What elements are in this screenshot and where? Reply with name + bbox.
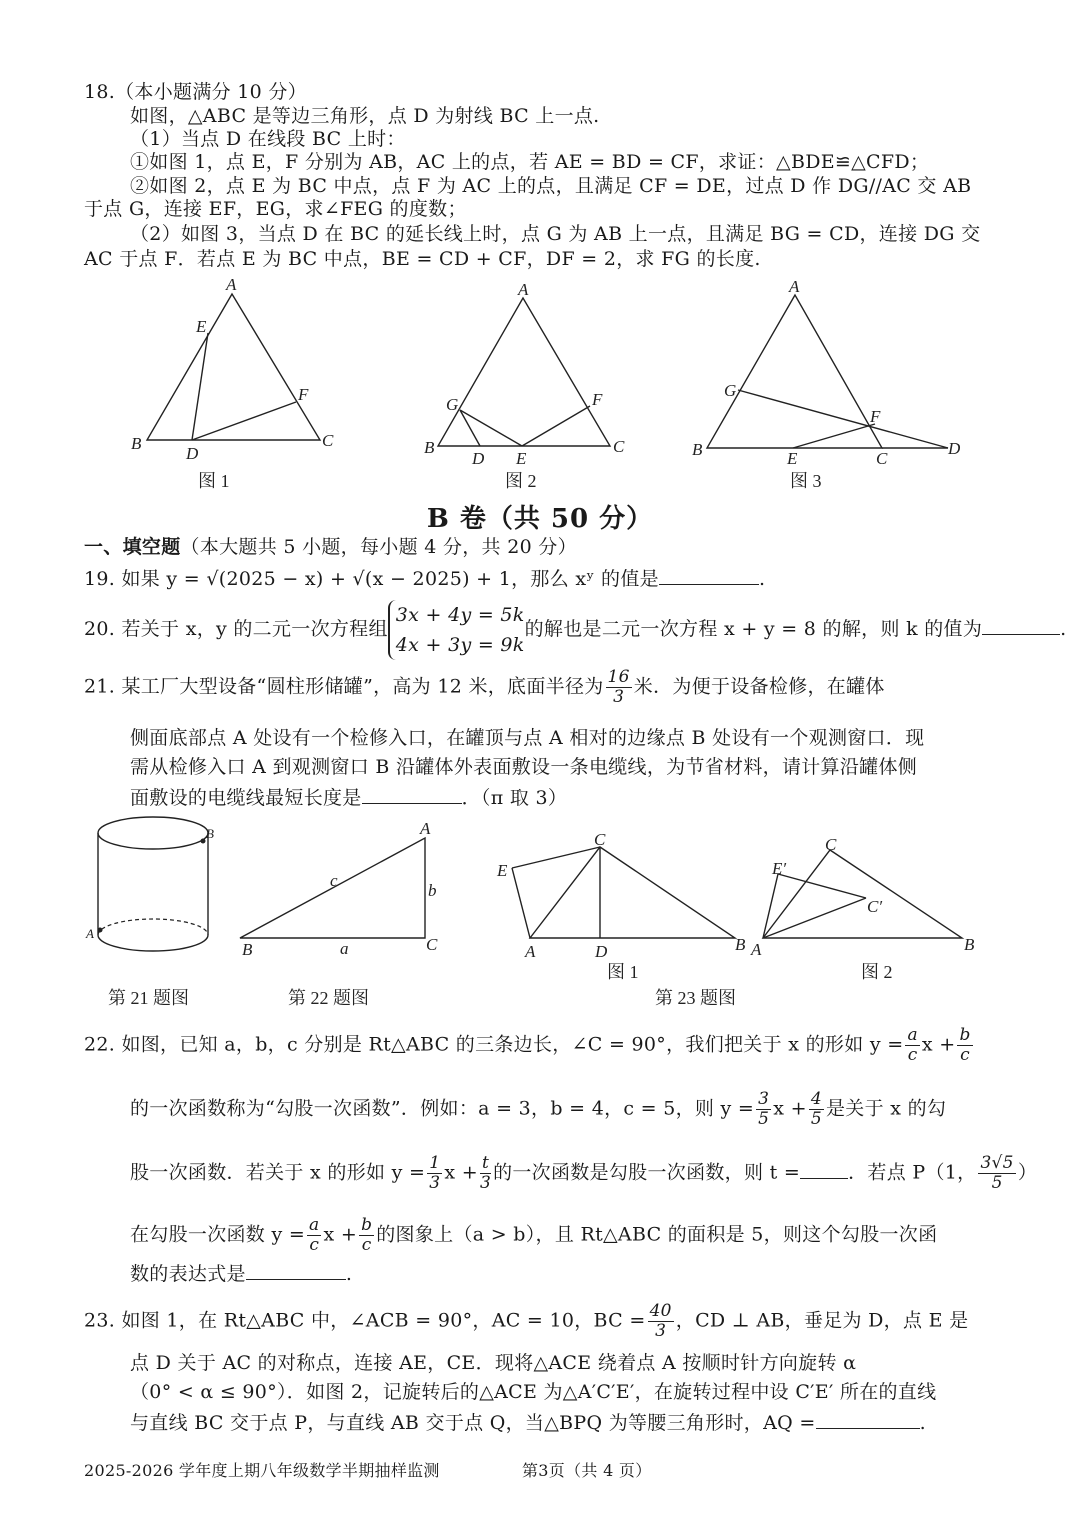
text: 面敷设的电缆线最短长度是	[130, 787, 362, 809]
numerator: b	[361, 1215, 373, 1235]
point-label: E	[516, 449, 527, 468]
q21-line-1	[84, 668, 885, 707]
numerator: 40	[649, 1301, 672, 1321]
answer-blank[interactable]	[659, 566, 759, 585]
point-label: B	[692, 440, 703, 459]
q18-header: 18.（本小题满分 10 分）	[84, 81, 307, 103]
answer-blank[interactable]	[362, 785, 462, 804]
footer-page-number: 第3页（共 4 页）	[522, 1461, 652, 1480]
point-label: D	[595, 942, 608, 961]
text: x +	[444, 1161, 478, 1184]
point-label: C	[594, 830, 606, 849]
denominator: 5	[758, 1109, 770, 1129]
part-note: （本大题共 5 小题，每小题 4 分，共 20 分）	[180, 536, 577, 558]
denominator: c	[361, 1235, 372, 1255]
fraction	[648, 1302, 674, 1341]
point-label: C′	[867, 897, 883, 916]
q22-line-2	[130, 1090, 946, 1129]
denominator: c	[907, 1045, 918, 1065]
text: ．若点 P（1，	[848, 1161, 977, 1184]
figure-caption: 第 21 题图	[108, 988, 189, 1008]
section-title: B 卷（共 50 分）	[426, 504, 654, 534]
point-label: D	[472, 449, 485, 468]
numerator: 16	[607, 667, 630, 687]
point-label: C	[613, 437, 625, 456]
q21-line-4	[130, 785, 567, 810]
text: 是关于 x 的勾	[825, 1097, 947, 1120]
denominator: 3	[479, 1173, 492, 1193]
text: ，CD ⊥ AB，垂足为 D，点 E 是	[675, 1309, 969, 1332]
q23-figure-1	[496, 830, 746, 982]
fraction	[307, 1216, 321, 1255]
text: 在勾股一次函数 y =	[130, 1223, 306, 1246]
side-label: a	[340, 939, 349, 958]
q18-line: AC 于点 F．若点 E 为 BC 中点，BE = CD + CF，DF = 2，求 FG 的长度.	[84, 248, 761, 270]
q20	[84, 600, 1066, 660]
numerator: a	[907, 1025, 918, 1045]
point-label: B	[964, 935, 975, 954]
answer-blank[interactable]	[800, 1160, 848, 1179]
point-label: F	[298, 385, 309, 404]
point-label: G	[724, 381, 737, 400]
fraction	[957, 1026, 972, 1065]
q20-end: .	[1060, 618, 1067, 640]
answer-blank[interactable]	[816, 1410, 920, 1429]
text: 的图象上（a > b），且 Rt△ABC 的面积是 5，则这个勾股一次函	[376, 1223, 938, 1246]
text: 22. 如图，已知 a，b，c 分别是 Rt△ABC 的三条边长，∠C = 90°，我们把关于 x 的形如 y =	[84, 1033, 904, 1056]
q22-line-1	[84, 1026, 975, 1065]
point-label: A	[420, 819, 431, 838]
point-label: F	[870, 407, 881, 426]
text: x +	[921, 1033, 956, 1056]
numerator: 3	[758, 1089, 770, 1109]
part-title: 一、填空题	[84, 536, 181, 558]
q22-line-3	[130, 1154, 1037, 1193]
point-label: B	[131, 434, 142, 453]
numerator: 4	[810, 1089, 822, 1109]
denominator: c	[309, 1235, 320, 1255]
q22-triangle-figure	[240, 819, 438, 959]
text: 的一次函数称为“勾股一次函数”．例如：a = 3，b = 4，c = 5，则 y =	[130, 1097, 755, 1120]
point-label: G	[446, 395, 459, 414]
equation-1: 3x + 4y = 5k	[395, 604, 525, 626]
text: x +	[323, 1223, 358, 1246]
q23-line-3: （0° < α ≤ 90°）．如图 2，记旋转后的△ACE 为△A′C′E′，在旋转过程中设 C′E′ 所在的直线	[130, 1381, 937, 1403]
q19	[84, 566, 765, 591]
q18-line: ②如图 2，点 E 为 BC 中点，点 F 为 AC 上的点，且满足 CF = DE，过点 D 作 DG//AC 交 AB	[130, 175, 972, 197]
fraction	[978, 1154, 1015, 1193]
q21-line-3: 需从检修入口 A 到观测窗口 B 沿罐体外表面敷设一条电缆线，为节省材料，请计算沿罐体侧	[130, 756, 918, 778]
footer-exam-title: 2025-2026 学年度上期八年级数学半期抽样监测	[84, 1461, 440, 1480]
text: .	[919, 1412, 926, 1434]
point-label: A	[518, 280, 529, 299]
numerator: b	[959, 1025, 971, 1045]
figure-caption: 图 3	[790, 471, 822, 491]
denominator: c	[960, 1045, 970, 1065]
side-label: c	[330, 871, 338, 890]
q18-figure-3	[692, 277, 961, 491]
point-label: B	[735, 935, 746, 954]
point-label: F	[592, 390, 603, 409]
point-label: E′	[772, 859, 787, 878]
text: 与直线 BC 交于点 P，与直线 AB 交于点 Q，当△BPQ 为等腰三角形时，AQ =	[130, 1412, 816, 1434]
point-label: B	[424, 438, 435, 457]
point-label: A	[751, 940, 762, 959]
q23-figure-2	[750, 835, 975, 982]
point-label: E	[787, 449, 798, 468]
text: ）	[1017, 1161, 1038, 1184]
denominator: 3	[429, 1173, 441, 1193]
q21-line-2: 侧面底部点 A 处设有一个检修入口，在罐顶与点 A 相对的边缘点 B 处设有一个观测窗口．现	[130, 727, 925, 749]
part-heading	[84, 535, 577, 559]
figure-caption: 图 2	[505, 471, 537, 491]
q18-line: 于点 G，连接 EF，EG，求∠FEG 的度数；	[84, 198, 467, 220]
denominator: 5	[991, 1173, 1003, 1193]
q19-text: 19. 如果 y = √(2025 − x) + √(x − 2025) + 1，那么 xʸ 的值是	[84, 568, 659, 590]
answer-blank[interactable]	[982, 616, 1060, 635]
q18-line: 如图，△ABC 是等边三角形，点 D 为射线 BC 上一点.	[130, 105, 600, 127]
numerator: 3√5	[980, 1153, 1014, 1173]
text: 21. 某工厂大型设备“圆柱形储罐”，高为 12 米，底面半径为	[84, 675, 604, 698]
fraction	[809, 1090, 824, 1129]
text: 股一次函数．若关于 x 的形如 y =	[130, 1161, 426, 1184]
q18-figure-1	[131, 275, 334, 491]
q21-cylinder-figure	[85, 817, 214, 951]
text: ．（π 取 3）	[461, 787, 568, 809]
figure-caption: 图 1	[607, 962, 639, 982]
side-label: b	[428, 881, 437, 900]
fraction	[756, 1090, 771, 1129]
text: 米．为便于设备检修，在罐体	[633, 675, 885, 698]
point-label: A	[86, 926, 94, 941]
point-label: C	[322, 431, 334, 450]
point-label: B	[242, 940, 253, 959]
q18-line: ①如图 1，点 E，F 分别为 AB，AC 上的点，若 AE = BD = CF，求证：△BDE≌△CFD；	[130, 151, 930, 173]
fraction	[427, 1154, 442, 1193]
denominator: 3	[655, 1321, 667, 1341]
q20-pre: 20. 若关于 x，y 的二元一次方程组	[84, 618, 388, 640]
figure-caption: 第 23 题图	[655, 988, 736, 1008]
figure-caption: 图 1	[198, 471, 230, 491]
equation-2: 4x + 3y = 9k	[395, 634, 525, 656]
point-label: C	[876, 449, 888, 468]
point-label: D	[186, 444, 199, 463]
numerator: a	[309, 1215, 320, 1235]
figure-caption: 图 2	[861, 962, 893, 982]
q23-line-4	[130, 1410, 926, 1435]
point-label: A	[789, 277, 800, 296]
point-label: D	[948, 439, 961, 458]
fraction	[905, 1026, 919, 1065]
q19-end: .	[758, 568, 766, 590]
text: 23. 如图 1，在 Rt△ABC 中，∠ACB = 90°，AC = 10，BC =	[84, 1309, 646, 1332]
point-label: A	[525, 942, 536, 961]
text: x +	[773, 1097, 807, 1120]
point-label: B	[206, 826, 214, 841]
q18-line: （2）如图 3，当点 D 在 BC 的延长线上时，点 G 为 AB 上一点，且满足 BG = CD，连接 DG 交	[130, 223, 981, 245]
q18-figure-2	[424, 280, 625, 491]
figure-caption: 第 22 题图	[288, 988, 369, 1008]
numerator: 1	[429, 1153, 441, 1173]
point-label: C	[825, 835, 837, 854]
numerator: t	[481, 1153, 490, 1173]
q23-line-1	[84, 1302, 968, 1341]
fraction	[480, 1154, 491, 1193]
point-label: E	[196, 317, 207, 336]
q23-line-2: 点 D 关于 AC 的对称点，连接 AE，CE．现将△ACE 绕着点 A 按顺时针方向旋转 α	[130, 1352, 857, 1374]
equation-system	[388, 600, 525, 660]
fraction	[359, 1216, 374, 1255]
text: 数的表达式是	[130, 1263, 246, 1285]
point-label: C	[426, 935, 438, 954]
point-label: A	[226, 275, 237, 294]
answer-blank[interactable]	[246, 1261, 346, 1280]
q20-post: 的解也是二元一次方程 x + y = 8 的解，则 k 的值为	[524, 618, 983, 640]
text: 的一次函数是勾股一次函数，则 t =	[493, 1161, 801, 1184]
point-label: E	[497, 861, 508, 880]
q22-line-5	[130, 1261, 352, 1286]
fraction	[606, 668, 632, 707]
denominator: 5	[810, 1109, 822, 1129]
q22-line-4	[130, 1216, 937, 1255]
q18-line: （1）当点 D 在线段 BC 上时：	[130, 128, 406, 150]
text: .	[345, 1263, 353, 1285]
denominator: 3	[613, 687, 625, 707]
